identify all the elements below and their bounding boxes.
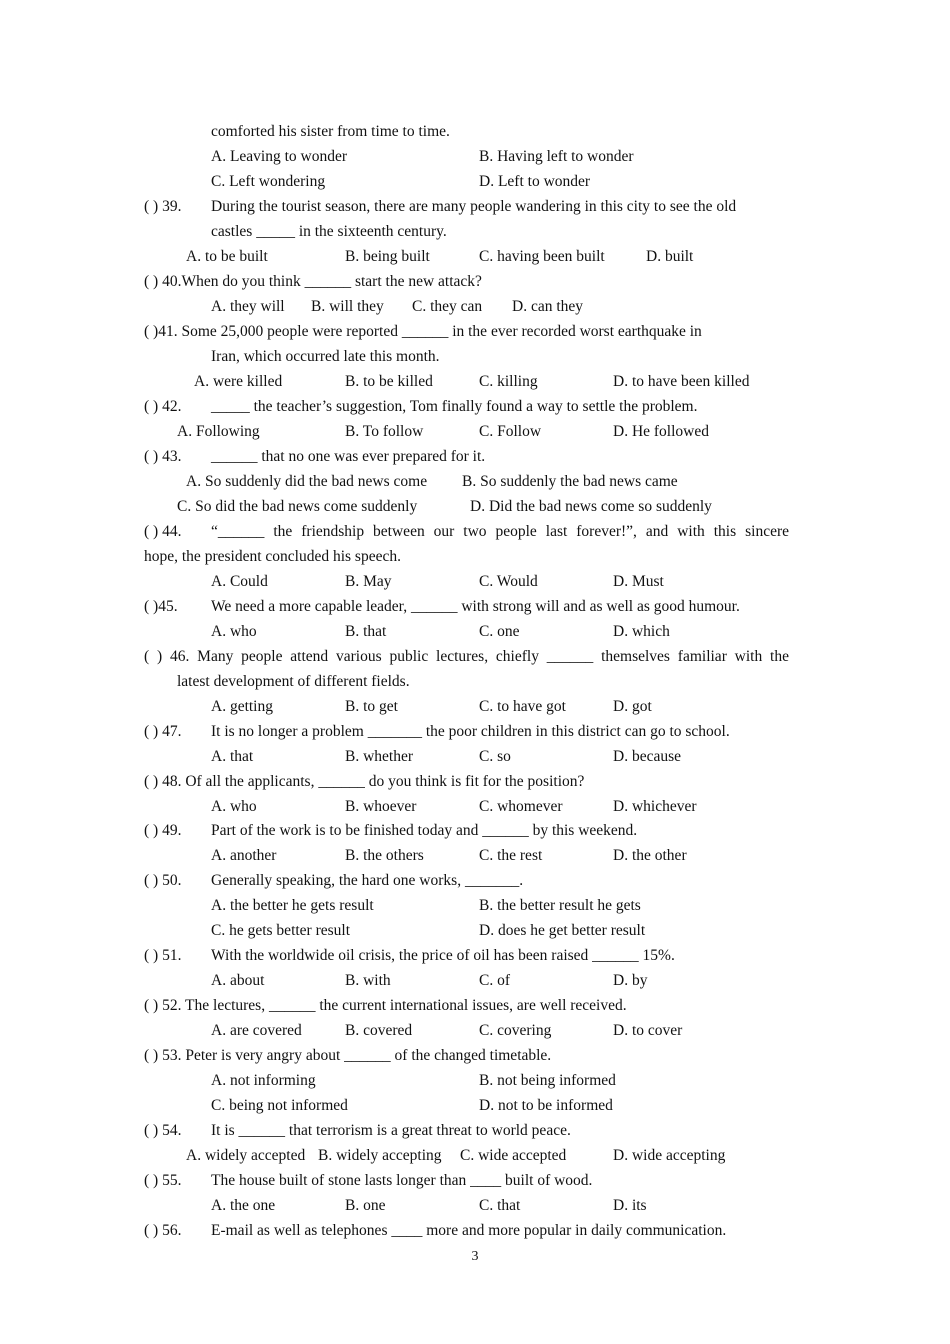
q48-option-d: D. whichever: [613, 798, 697, 815]
q54-option-a: A. widely accepted: [186, 1147, 306, 1164]
q39-stem-line1: During the tourist season, there are many people wandering in this city to see the old: [211, 198, 737, 215]
q53-option-d: D. not to be informed: [479, 1097, 613, 1114]
q47-option-c: C. so: [479, 748, 511, 765]
q43-option-a: A. So suddenly did the bad news come: [186, 473, 428, 490]
q44-option-a: A. Could: [211, 573, 268, 590]
q50-number: ( ) 50.: [144, 872, 182, 889]
q41-option-b: B. to be killed: [345, 373, 433, 390]
q45-stem: We need a more capable leader, ______ with strong will and as well as good humour.: [211, 598, 740, 615]
q55-option-d: D. its: [613, 1197, 647, 1214]
q38-option-d: D. Left to wonder: [479, 173, 591, 190]
q46-option-d: D. got: [613, 698, 652, 715]
q55-option-a: A. the one: [211, 1197, 276, 1214]
q40-option-a: A. they will: [211, 298, 285, 315]
q46-stem-line1: ( ) 46. Many people attend various public lectures, chiefly ______ themselves familiar with the: [144, 648, 789, 665]
q52-option-a: A. are covered: [211, 1022, 302, 1039]
q42-option-c: C. Follow: [479, 423, 542, 440]
q51-option-d: D. by: [613, 972, 648, 989]
q53-option-b: B. not being informed: [479, 1072, 616, 1089]
q44-option-c: C. Would: [479, 573, 538, 590]
q56-stem: E-mail as well as telephones ____ more and more popular in daily communication.: [211, 1222, 727, 1239]
q49-option-a: A. another: [211, 847, 277, 864]
q41-option-c: C. killing: [479, 373, 538, 390]
q38-option-c: C. Left wondering: [211, 173, 326, 190]
q54-option-c: C. wide accepted: [460, 1147, 567, 1164]
q41-option-d: D. to have been killed: [613, 373, 750, 390]
q52-option-d: D. to cover: [613, 1022, 683, 1039]
q42-number: ( ) 42.: [144, 398, 182, 415]
q39-stem-line2: castles _____ in the sixteenth century.: [211, 223, 447, 240]
q55-option-c: C. that: [479, 1197, 521, 1214]
q46-option-a: A. getting: [211, 698, 273, 715]
q53-option-a: A. not informing: [211, 1072, 316, 1089]
q40-stem: ( ) 40.When do you think ______ start the new attack?: [144, 273, 482, 290]
q43-option-d: D. Did the bad news come so suddenly: [470, 498, 712, 515]
q44-stem-line1: “______ the friendship between our two people last forever!”, and with this sincere: [211, 523, 789, 540]
q52-option-b: B. covered: [345, 1022, 413, 1039]
q50-option-b: B. the better result he gets: [479, 897, 641, 914]
q48-option-c: C. whomever: [479, 798, 563, 815]
q47-stem: It is no longer a problem _______ the poor children in this district can go to school.: [211, 723, 730, 740]
q44-number: ( ) 44.: [144, 523, 182, 540]
q56-number: ( ) 56.: [144, 1222, 182, 1239]
q44-option-d: D. Must: [613, 573, 664, 590]
q51-option-b: B. with: [345, 972, 391, 989]
q45-option-c: C. one: [479, 623, 520, 640]
q44-stem-line2: hope, the president concluded his speech.: [144, 548, 401, 565]
q55-stem: The house built of stone lasts longer than ____ built of wood.: [211, 1172, 593, 1189]
q47-number: ( ) 47.: [144, 723, 182, 740]
q43-stem: ______ that no one was ever prepared for it.: [211, 448, 486, 465]
q54-number: ( ) 54.: [144, 1122, 182, 1139]
page-number: 3: [471, 1249, 479, 1264]
q49-option-b: B. the others: [345, 847, 424, 864]
q51-option-c: C. of: [479, 972, 510, 989]
q53-option-c: C. being not informed: [211, 1097, 348, 1114]
q40-option-b: B. will they: [311, 298, 384, 315]
q51-option-a: A. about: [211, 972, 265, 989]
q42-stem: _____ the teacher’s suggestion, Tom finally found a way to settle the problem.: [211, 398, 698, 415]
q51-number: ( ) 51.: [144, 947, 182, 964]
q51-stem: With the worldwide oil crisis, the price of oil has been raised ______ 15%.: [211, 947, 675, 964]
q41-stem-line1: ( )41. Some 25,000 people were reported ______ in the ever recorded worst earthquake in: [144, 323, 702, 340]
q48-option-a: A. who: [211, 798, 257, 815]
q47-option-b: B. whether: [345, 748, 414, 765]
q38-option-b: B. Having left to wonder: [479, 148, 634, 165]
q46-stem-line2: latest development of different fields.: [177, 673, 410, 690]
q54-stem: It is ______ that terrorism is a great threat to world peace.: [211, 1122, 571, 1139]
q43-option-b: B. So suddenly the bad news came: [462, 473, 678, 490]
q50-option-d: D. does he get better result: [479, 922, 646, 939]
q46-option-b: B. to get: [345, 698, 398, 715]
q46-option-c: C. to have got: [479, 698, 566, 715]
q43-number: ( ) 43.: [144, 448, 182, 465]
q50-option-c: C. he gets better result: [211, 922, 351, 939]
q49-number: ( ) 49.: [144, 822, 182, 839]
q49-option-c: C. the rest: [479, 847, 543, 864]
q45-option-a: A. who: [211, 623, 257, 640]
q48-stem: ( ) 48. Of all the applicants, ______ do you think is fit for the position?: [144, 773, 585, 790]
q38-stem-continuation: comforted his sister from time to time.: [211, 123, 450, 140]
q48-option-b: B. whoever: [345, 798, 417, 815]
q45-option-d: D. which: [613, 623, 670, 640]
q47-option-a: A. that: [211, 748, 254, 765]
q40-option-d: D. can they: [512, 298, 584, 315]
q54-option-b: B. widely accepting: [318, 1147, 442, 1164]
q42-option-b: B. To follow: [345, 423, 424, 440]
q50-option-a: A. the better he gets result: [211, 897, 374, 914]
q52-stem: ( ) 52. The lectures, ______ the current international issues, are well received.: [144, 997, 627, 1014]
q38-option-a: A. Leaving to wonder: [211, 148, 348, 165]
q39-option-d: D. built: [646, 248, 694, 265]
q39-option-c: C. having been built: [479, 248, 605, 265]
q40-option-c: C. they can: [412, 298, 483, 315]
q39-option-b: B. being built: [345, 248, 430, 265]
q50-stem: Generally speaking, the hard one works, _______.: [211, 872, 524, 889]
q39-number: ( ) 39.: [144, 198, 182, 215]
q52-option-c: C. covering: [479, 1022, 552, 1039]
q47-option-d: D. because: [613, 748, 681, 765]
q53-stem: ( ) 53. Peter is very angry about ______ of the changed timetable.: [144, 1047, 552, 1064]
q49-stem: Part of the work is to be finished today and ______ by this weekend.: [211, 822, 638, 839]
q55-number: ( ) 55.: [144, 1172, 182, 1189]
q42-option-d: D. He followed: [613, 423, 709, 440]
q41-option-a: A. were killed: [194, 373, 283, 390]
q45-number: ( )45.: [144, 598, 178, 615]
q42-option-a: A. Following: [177, 423, 260, 440]
q49-option-d: D. the other: [613, 847, 687, 864]
q39-option-a: A. to be built: [186, 248, 268, 265]
q45-option-b: B. that: [345, 623, 387, 640]
q54-option-d: D. wide accepting: [613, 1147, 726, 1164]
q55-option-b: B. one: [345, 1197, 386, 1214]
q44-option-b: B. May: [345, 573, 392, 590]
q43-option-c: C. So did the bad news come suddenly: [177, 498, 418, 515]
q41-stem-line2: Iran, which occurred late this month.: [211, 348, 440, 365]
